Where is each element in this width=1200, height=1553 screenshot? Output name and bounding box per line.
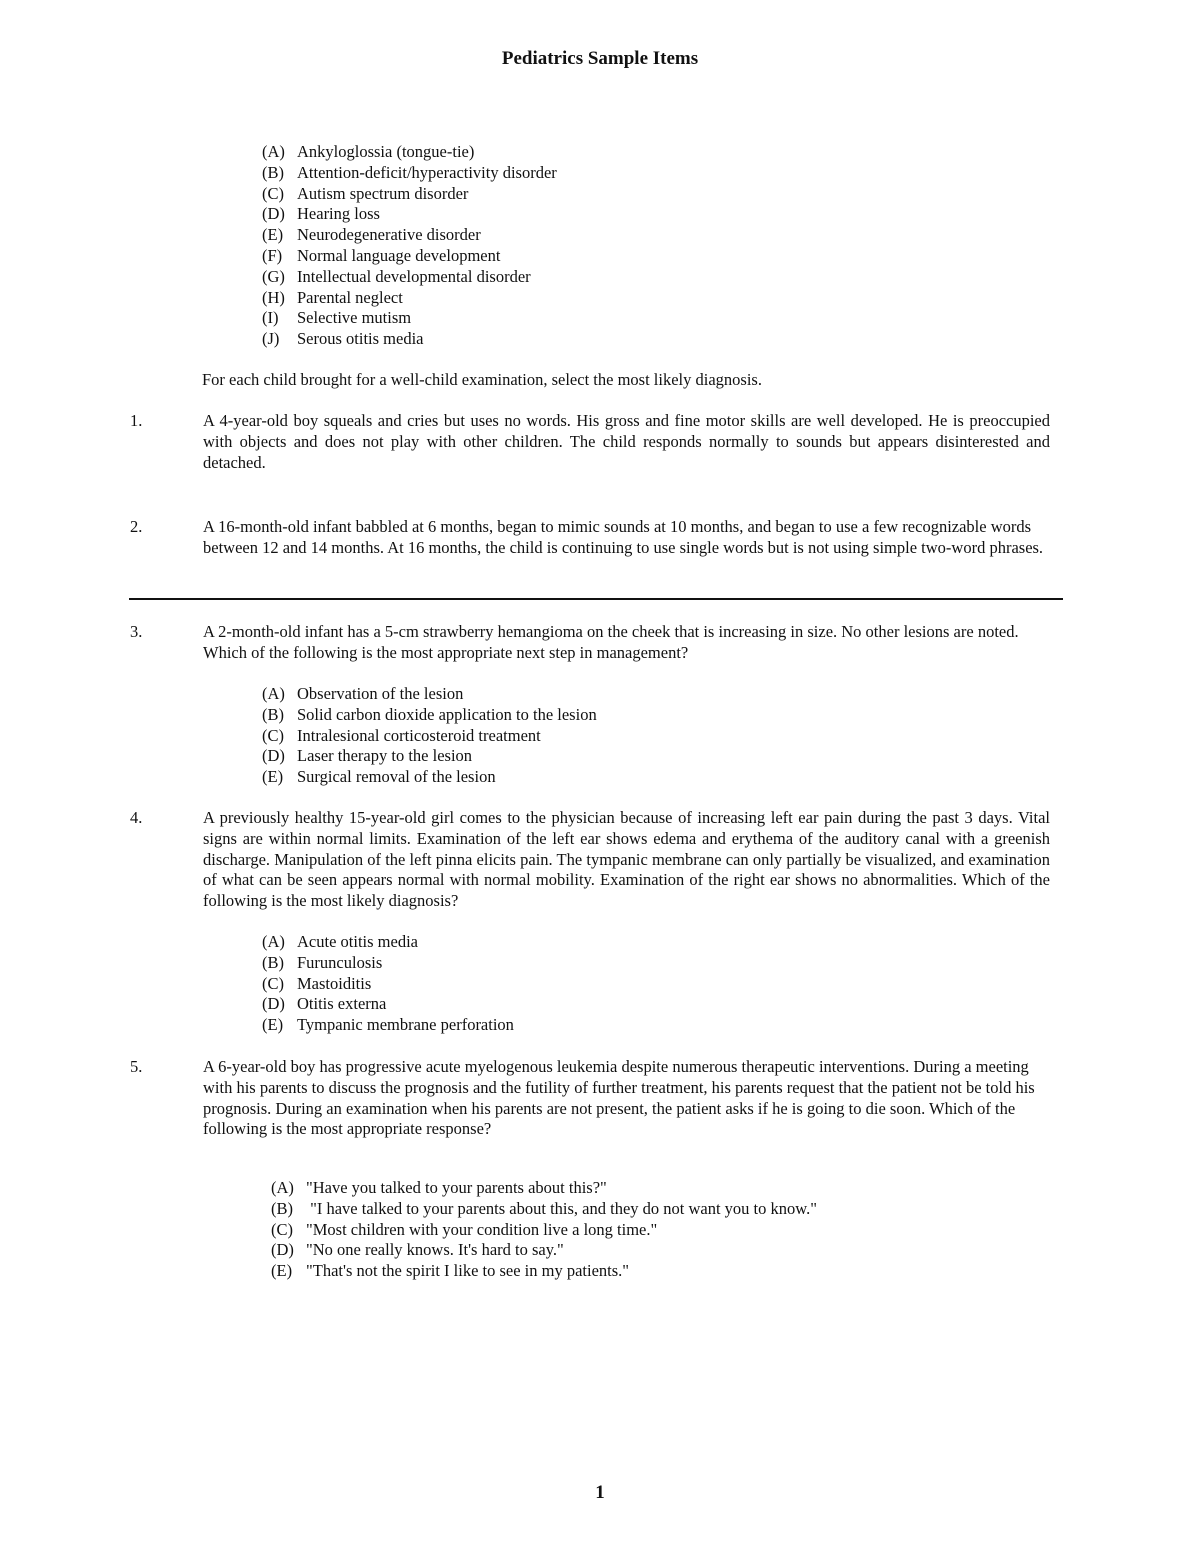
option-text: "No one really knows. It's hard to say." <box>306 1240 564 1260</box>
option-letter: (E) <box>262 225 284 245</box>
option-letter: (C) <box>271 1219 293 1239</box>
option-item <box>262 246 557 267</box>
option-text: Solid carbon dioxide application to the lesion <box>297 704 597 724</box>
option-letter: (D) <box>262 746 285 766</box>
option-text: Furunculosis <box>297 952 383 972</box>
option-letter: (A) <box>262 932 285 951</box>
option-text: Intellectual developmental disorder <box>297 266 531 286</box>
option-letter: (D) <box>262 204 285 224</box>
option-letter: (A) <box>262 684 285 703</box>
option-letter: (B) <box>262 162 284 182</box>
option-item <box>262 184 557 205</box>
option-text: Ankyloglossia (tongue-tie) <box>297 142 475 161</box>
question-1 <box>130 411 1050 473</box>
option-text: "I have talked to your parents about this, and they do not want you to know." <box>306 1198 817 1218</box>
question-stem: A 6-year-old boy has progressive acute myelogenous leukemia despite numerous therapeutic interventions. During a meeting with his parents to discuss the prognosis and the futility of further treatment, his parents request that the patient not be told his prognosis. During an examination when his parents are not present, the patient asks if he is going to die soon. Which of the following is the most appropriate response? <box>203 1057 1035 1139</box>
question-stem: A 2-month-old infant has a 5-cm strawberry hemangioma on the cheek that is increasing in size. No other lesions are noted. Which of the following is the most appropriate next step in management? <box>203 622 1019 662</box>
question-3 <box>130 622 1050 664</box>
option-letter: (B) <box>262 952 284 972</box>
question-number: 4. <box>130 808 143 827</box>
question-3-options <box>262 684 597 788</box>
option-text: Attention-deficit/hyperactivity disorder <box>297 162 557 182</box>
option-letter: (E) <box>271 1261 293 1281</box>
option-letter: (H) <box>262 287 285 307</box>
question-stem: A 4-year-old boy squeals and cries but uses no words. His gross and fine motor skills are well developed. He is preoccupied with objects and does not play with other children. The child responds normally to sounds but appears disinterested and detached. <box>203 411 1050 472</box>
option-letter: (D) <box>262 994 285 1014</box>
option-item <box>262 974 514 995</box>
question-2 <box>130 517 1050 559</box>
option-letter: (D) <box>271 1240 294 1260</box>
option-text: Mastoiditis <box>297 973 372 993</box>
option-item <box>262 204 557 225</box>
question-4 <box>130 808 1050 912</box>
question-number: 2. <box>130 517 143 536</box>
page-number: 1 <box>595 1482 605 1503</box>
option-letter: (C) <box>262 725 284 745</box>
question-number: 1. <box>130 411 143 430</box>
option-letter: (A) <box>271 1178 294 1197</box>
option-text: Serous otitis media <box>297 329 424 349</box>
option-letter: (C) <box>262 183 284 203</box>
option-item <box>262 726 597 747</box>
option-text: Observation of the lesion <box>297 684 464 703</box>
option-item <box>262 684 597 705</box>
instruction-text: For each child brought for a well-child examination, select the most likely diagnosis. <box>202 370 762 389</box>
option-item <box>262 163 557 184</box>
option-text: Laser therapy to the lesion <box>297 746 473 766</box>
option-text: Normal language development <box>297 245 501 265</box>
option-text: "Most children with your condition live a long time." <box>306 1219 658 1239</box>
option-item <box>262 705 597 726</box>
option-item <box>262 329 557 350</box>
option-letter: (J) <box>262 329 280 349</box>
option-item <box>262 142 557 163</box>
option-item <box>262 1015 514 1036</box>
question-number: 5. <box>130 1057 143 1076</box>
option-text: Neurodegenerative disorder <box>297 225 481 245</box>
section-divider <box>129 598 1063 600</box>
option-text: Surgical removal of the lesion <box>297 767 496 787</box>
option-text: Intralesional corticosteroid treatment <box>297 725 541 745</box>
question-stem: A previously healthy 15-year-old girl comes to the physician because of increasing left ear pain during the past 3 days. Vital signs are within normal limits. Examination of the left ear shows edema and erythema of the auditory canal with a greenish discharge. Manipulation of the left pinna elicits pain. The tympanic membrane can only partially be visualized, and examination of what can be seen appears normal with normal mobility. Examination of the right ear shows no abnormalities. Which of the following is the most likely diagnosis? <box>203 808 1050 911</box>
option-item <box>262 767 597 788</box>
option-text: Parental neglect <box>297 287 403 307</box>
question-5 <box>130 1057 1050 1140</box>
option-item <box>271 1199 817 1220</box>
option-letter: (E) <box>262 767 284 787</box>
option-text: Otitis externa <box>297 994 387 1014</box>
option-item <box>262 267 557 288</box>
option-item <box>262 932 514 953</box>
option-item <box>271 1240 817 1261</box>
option-item <box>262 953 514 974</box>
option-text: Acute otitis media <box>297 932 418 951</box>
option-letter: (B) <box>271 1198 293 1218</box>
option-item <box>262 994 514 1015</box>
option-item <box>262 288 557 309</box>
option-item <box>271 1220 817 1241</box>
option-text: "That's not the spirit I like to see in my patients." <box>306 1261 630 1281</box>
shared-option-list <box>262 142 557 350</box>
option-letter: (C) <box>262 973 284 993</box>
option-item <box>262 746 597 767</box>
option-letter: (E) <box>262 1015 284 1035</box>
option-item <box>262 308 557 329</box>
option-text: Selective mutism <box>297 308 412 328</box>
option-item <box>271 1178 817 1199</box>
question-stem: A 16-month-old infant babbled at 6 months, began to mimic sounds at 10 months, and began to use a few recognizable words between 12 and 14 months. At 16 months, the child is continuing to use single words but is not using simple two-word phrases. <box>203 517 1044 557</box>
option-item <box>262 225 557 246</box>
option-text: Autism spectrum disorder <box>297 183 469 203</box>
question-number: 3. <box>130 622 143 641</box>
option-text: "Have you talked to your parents about this?" <box>306 1178 607 1197</box>
page-title: Pediatrics Sample Items <box>501 48 699 69</box>
option-text: Hearing loss <box>297 204 380 224</box>
option-letter: (I) <box>262 308 279 328</box>
option-letter: (G) <box>262 266 285 286</box>
option-letter: (F) <box>262 245 283 265</box>
question-5-options <box>271 1178 817 1282</box>
option-item <box>271 1261 817 1282</box>
option-text: Tympanic membrane perforation <box>297 1015 514 1035</box>
option-letter: (B) <box>262 704 284 724</box>
question-4-options <box>262 932 514 1036</box>
option-letter: (A) <box>262 142 285 161</box>
